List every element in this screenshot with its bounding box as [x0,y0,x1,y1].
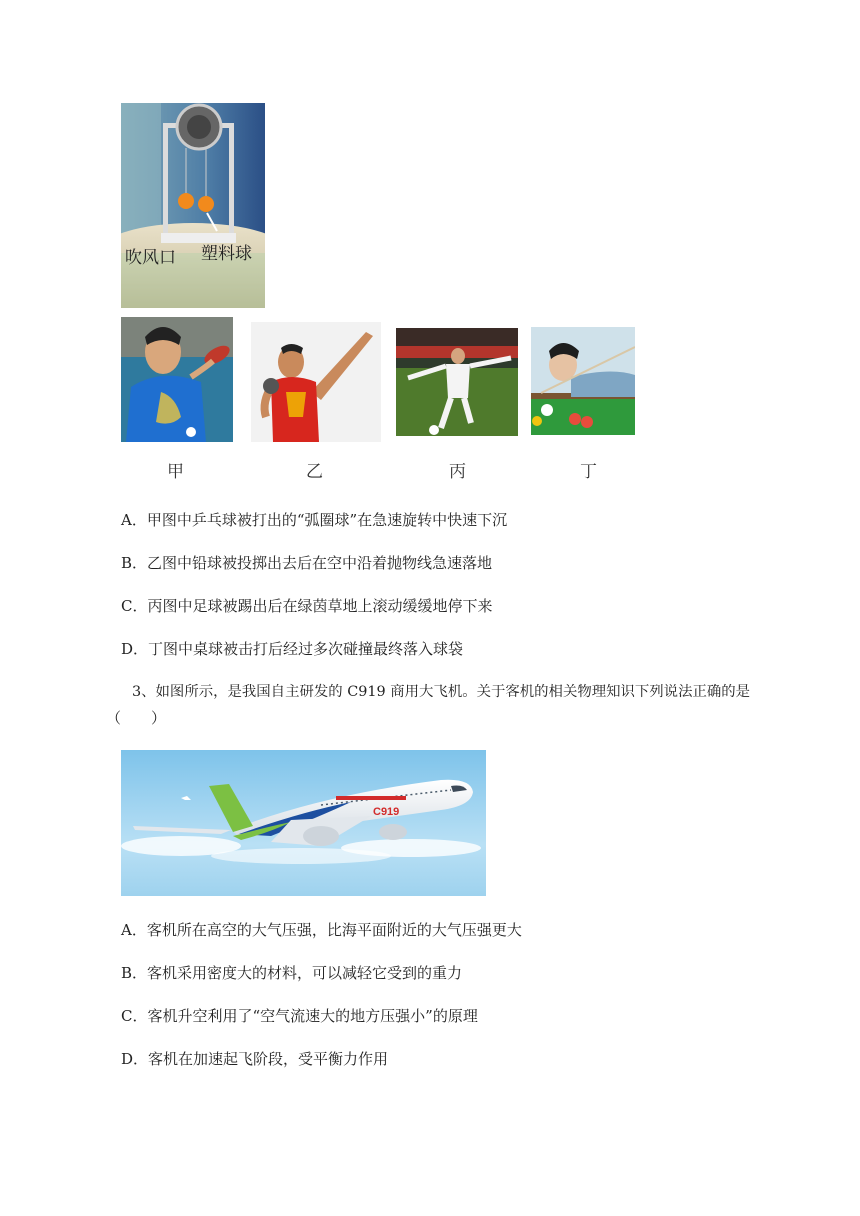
q3-option-a: A．客机所在高空的大气压强，比海平面附近的大气压强更大 [121,921,522,939]
table-tennis-illustration [121,317,233,442]
q3-option-b: B．客机采用密度大的材料，可以减轻它受到的重力 [121,964,463,982]
c919-airplane-photo [121,750,486,896]
q2-option-b: B．乙图中铅球被投掷出去后在空中沿着抛物线急速落地 [121,554,493,572]
q2-option-c: C．丙图中足球被踢出后在绿茵草地上滚动缓缓地停下来 [121,597,493,615]
airplane-illustration [121,750,486,896]
blow-port-label: 吹风口 [125,248,176,268]
photo-billiards [531,327,635,435]
photo-table-tennis [121,317,233,442]
q2-option-d: D．丁图中桌球被击打后经过多次碰撞最终落入球袋 [121,640,464,658]
q3-stem-line1: 3、如图所示，是我国自主研发的 C919 商用大飞机。关于客机的相关物理知识下列说法正确的是 [132,684,751,700]
football-illustration [396,328,518,436]
plane-registration: C919 [373,806,400,818]
q2-option-a: A．甲图中乒乓球被打出的“弧圈球”在急速旋转中快速下沉 [121,511,508,529]
q3-stem-line2: （ ） [106,709,167,727]
photo-shot-put [251,322,381,442]
shot-put-illustration [251,322,381,442]
q3-option-d: D．客机在加速起飞阶段，受平衡力作用 [121,1050,389,1068]
billiards-illustration [531,327,635,435]
photo-football [396,328,518,436]
caption-yi: 乙 [306,462,323,482]
blower-illustration [121,103,265,308]
plastic-ball-label: 塑料球 [201,244,252,264]
caption-ding: 丁 [580,462,597,482]
q3-option-c: C．客机升空利用了“空气流速大的地方压强小”的原理 [121,1007,478,1025]
caption-jia: 甲 [167,462,184,482]
blower-figure [121,103,265,308]
caption-bing: 丙 [449,462,466,482]
